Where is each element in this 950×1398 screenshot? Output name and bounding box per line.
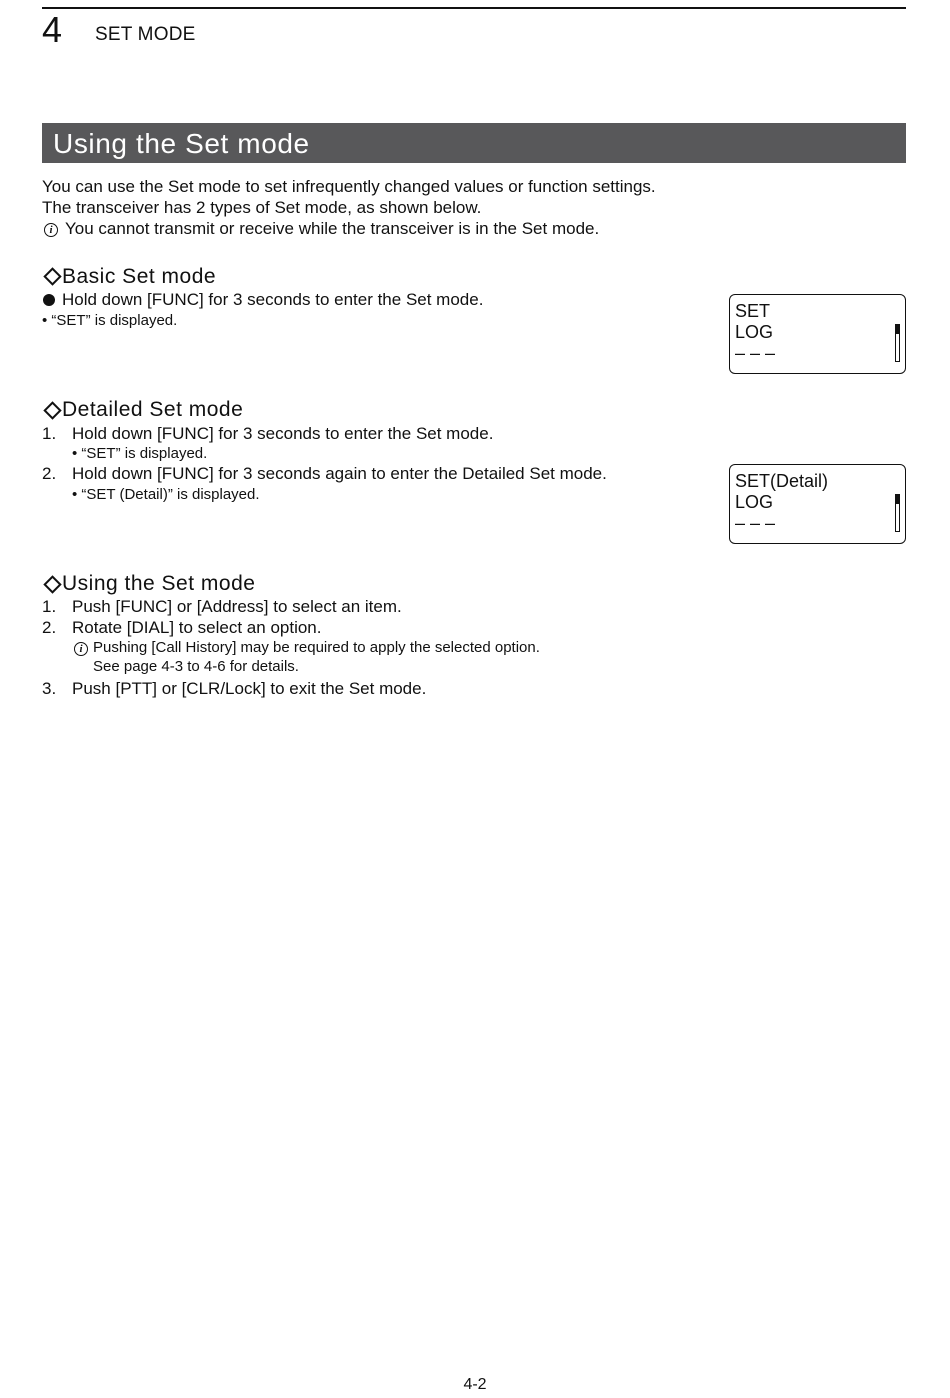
using-note-1: Pushing [Call History] may be required to apply the selected option. bbox=[93, 639, 540, 656]
lcd-line-1: SET(Detail) bbox=[735, 471, 829, 491]
intro-line-2: The transceiver has 2 types of Set mode, as shown below. bbox=[42, 198, 482, 217]
step-number: 2. bbox=[42, 464, 57, 483]
diamond-icon bbox=[43, 575, 61, 593]
detailed-step-2-note: • “SET (Detail)” is displayed. bbox=[72, 486, 260, 503]
basic-heading: Basic Set mode bbox=[62, 265, 217, 288]
step-number: 1. bbox=[42, 597, 57, 616]
lcd-display-basic bbox=[729, 294, 906, 374]
section-banner bbox=[42, 123, 906, 163]
using-step-1: Push [FUNC] or [Address] to select an item. bbox=[72, 597, 402, 616]
intro-line-1: You can use the Set mode to set infrequently changed values or function settings. bbox=[42, 177, 656, 196]
step-number: 1. bbox=[42, 424, 57, 443]
detailed-step-2: Hold down [FUNC] for 3 seconds again to enter the Detailed Set mode. bbox=[72, 464, 607, 483]
using-heading: Using the Set mode bbox=[62, 572, 256, 595]
step-number: 3. bbox=[42, 679, 57, 698]
section-title: Using the Set mode bbox=[53, 128, 310, 159]
bullet-icon bbox=[43, 294, 55, 306]
info-icon: i bbox=[44, 223, 58, 237]
page-number: 4-2 bbox=[463, 1376, 487, 1393]
chapter-number: 4 bbox=[42, 9, 63, 50]
lcd-line-2: LOG bbox=[735, 492, 774, 512]
lcd-scrollbar bbox=[895, 324, 900, 362]
lcd-line-1: SET bbox=[735, 301, 771, 321]
info-icon: i bbox=[74, 642, 88, 656]
basic-note: • “SET” is displayed. bbox=[42, 312, 178, 329]
intro-note: You cannot transmit or receive while the transceiver is in the Set mode. bbox=[65, 219, 600, 238]
lcd-line-2: LOG bbox=[735, 322, 774, 342]
lcd-line-3: – – – bbox=[735, 513, 776, 533]
detailed-step-1: Hold down [FUNC] for 3 seconds to enter the Set mode. bbox=[72, 424, 494, 443]
lcd-scrollbar-fill bbox=[896, 325, 899, 334]
lcd-line-3: – – – bbox=[735, 343, 776, 363]
detailed-heading: Detailed Set mode bbox=[62, 398, 244, 421]
basic-step: Hold down [FUNC] for 3 seconds to enter the Set mode. bbox=[62, 290, 484, 309]
detailed-step-1-note: • “SET” is displayed. bbox=[72, 445, 208, 462]
lcd-scrollbar bbox=[895, 494, 900, 532]
header-rule bbox=[42, 7, 906, 9]
step-number: 2. bbox=[42, 618, 57, 637]
using-step-2: Rotate [DIAL] to select an option. bbox=[72, 618, 322, 637]
using-step-3: Push [PTT] or [CLR/Lock] to exit the Set mode. bbox=[72, 679, 427, 698]
chapter-title: SET MODE bbox=[95, 24, 196, 45]
lcd-scrollbar-fill bbox=[896, 495, 899, 504]
diamond-icon bbox=[43, 401, 61, 419]
lcd-display-detailed bbox=[729, 464, 906, 544]
diamond-icon bbox=[43, 267, 61, 285]
using-note-2: See page 4-3 to 4-6 for details. bbox=[93, 658, 299, 675]
